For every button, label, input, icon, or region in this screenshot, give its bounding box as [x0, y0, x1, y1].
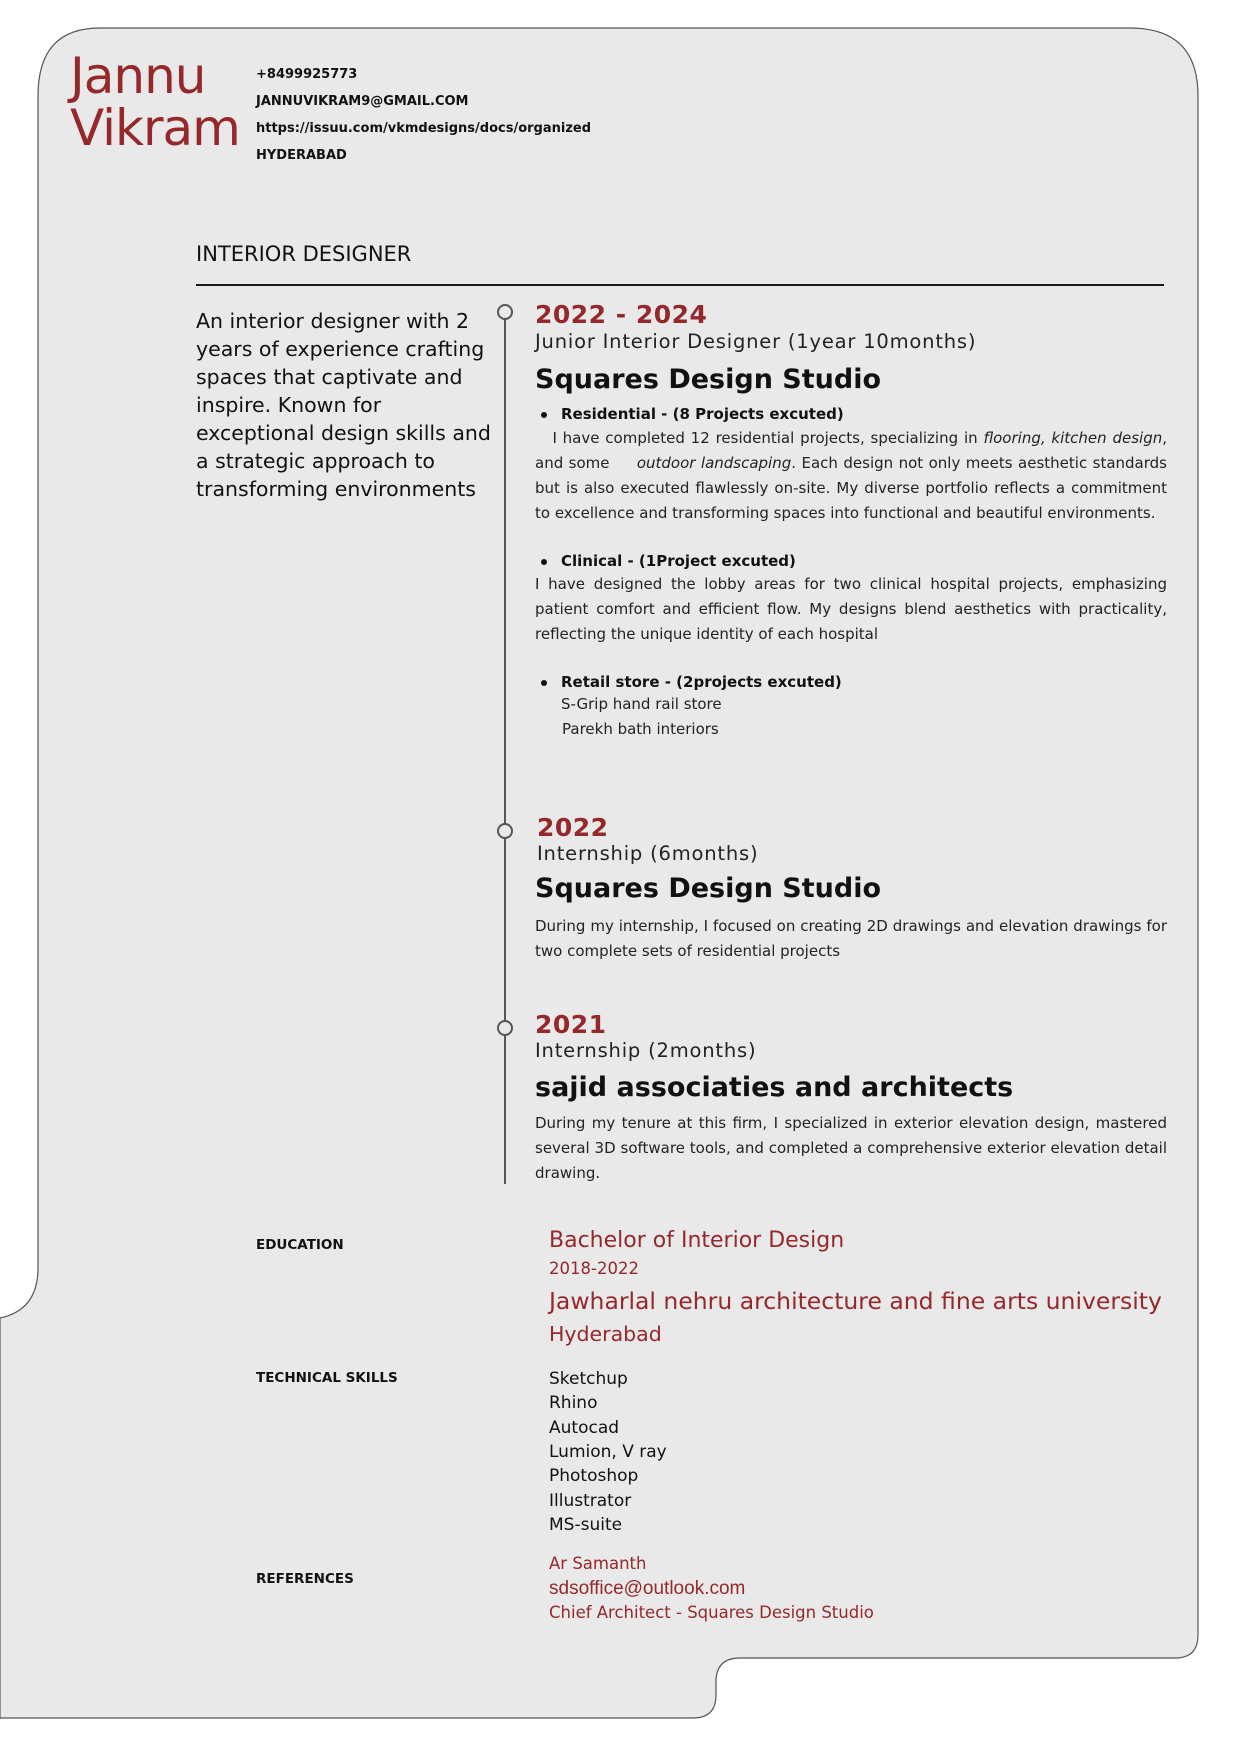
company-name: sajid associaties and architects [535, 1072, 1014, 1103]
candidate-name [70, 47, 240, 157]
bullet-icon [541, 559, 547, 565]
experience-entry [537, 813, 1167, 964]
timeline-dot [497, 823, 513, 839]
residential-description: I have completed 12 residential projects, specializing in flooring, kitchen design, and some outdoor landscaping. Each design not only meets aesthetic standards but is also executed flawlessly on-site. My diverse portfolio reflects a commitment to excellence and transforming spaces into functional and beautiful environments. [535, 429, 1167, 522]
clinical-heading: Clinical - (1Project excuted) [535, 552, 1167, 570]
email-address: JANNUVIKRAM9@GMAIL.COM [256, 94, 469, 109]
experience-description: During my internship, I focused on creating 2D drawings and elevation drawings for two complete sets of residential projects [535, 917, 1167, 960]
education-years: 2018-2022 [549, 1259, 639, 1278]
clinical-description: I have designed the lobby areas for two clinical hospital projects, emphasizing patient comfort and efficient flow. My designs blend aesthetics with practicality, reflecting the unique identity of each hospital [535, 575, 1167, 643]
experience-description: During my tenure at this firm, I specialized in exterior elevation design, mastered several 3D software tools, and completed a comprehensive exterior elevation detail drawing. [535, 1114, 1167, 1182]
university: Jawharlal nehru architecture and fine arts university [549, 1287, 1162, 1315]
skill-item: Illustrator [549, 1491, 632, 1511]
university-city: Hyderabad [549, 1322, 662, 1346]
experience-years: 2022 - 2024 [535, 300, 708, 329]
skill-item: Rhino [549, 1393, 598, 1413]
timeline-dot [497, 304, 513, 320]
retail-heading: Retail store - (2projects excuted) [535, 673, 1167, 691]
reference-name: Ar Samanth [549, 1554, 647, 1573]
skill-item: Sketchup [549, 1369, 628, 1389]
title-divider [196, 284, 1164, 286]
residential-heading: Residential - (8 Projects excuted) [535, 405, 1167, 423]
experience-entry [535, 300, 1167, 742]
retail-project: S-Grip hand rail store [561, 695, 722, 713]
experience-role: Junior Interior Designer (1year 10months) [535, 330, 977, 353]
portfolio-link[interactable]: https://issuu.com/vkmdesigns/docs/organized [256, 121, 592, 136]
job-title: INTERIOR DESIGNER [196, 242, 412, 266]
reference-position: Chief Architect - Squares Design Studio [549, 1603, 874, 1622]
company-name: Squares Design Studio [535, 873, 882, 904]
bullet-icon [541, 680, 547, 686]
bullet-icon [541, 412, 547, 418]
skills-label: TECHNICAL SKILLS [256, 1370, 398, 1386]
degree: Bachelor of Interior Design [549, 1228, 845, 1253]
skill-item: MS-suite [549, 1515, 623, 1535]
first-name: Jannu [70, 47, 206, 105]
profile-summary: An interior designer with 2 years of experience crafting spaces that captivate and inspire. Known for exceptional design skills and a strategic approach to transforming environments [196, 309, 491, 501]
city: HYDERABAD [256, 148, 347, 163]
company-name: Squares Design Studio [535, 364, 882, 395]
skill-item: Lumion, V ray [549, 1442, 667, 1462]
experience-years: 2022 [537, 813, 609, 842]
timeline-line [504, 312, 506, 1184]
experience-role: Internship (6months) [537, 842, 759, 865]
experience-years: 2021 [535, 1010, 607, 1039]
phone-number: +8499925773 [256, 67, 358, 82]
skill-item: Photoshop [549, 1466, 639, 1486]
references-label: REFERENCES [256, 1571, 354, 1587]
timeline-dot [497, 1020, 513, 1036]
experience-entry [535, 1010, 1167, 1186]
last-name: Vikram [70, 99, 240, 157]
skill-item: Autocad [549, 1418, 620, 1438]
retail-project: Parekh bath interiors [562, 720, 719, 738]
reference-email[interactable]: sdsoffice@outlook.com [549, 1578, 746, 1599]
education-label: EDUCATION [256, 1237, 344, 1253]
experience-role: Internship (2months) [535, 1039, 757, 1062]
